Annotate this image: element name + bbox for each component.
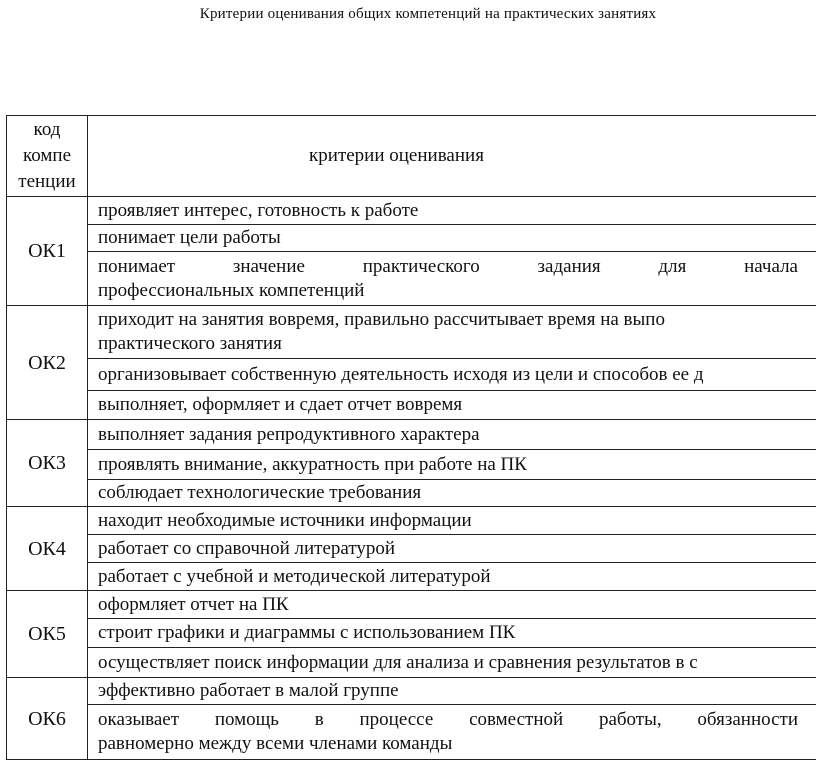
table-row (7, 252, 816, 306)
criterion-cell: находит необходимые источники информации (88, 507, 816, 535)
table-row (7, 648, 816, 678)
table-row (7, 507, 816, 535)
header-criteria-cell: критерии оценивания (88, 116, 816, 197)
page-title: Критерии оценивания общих компетенций на практических занятиях (199, 6, 657, 22)
header-code-line: тенции (18, 171, 76, 192)
table-row (7, 359, 816, 391)
table-row (7, 678, 816, 705)
criterion-cell: работает со справочной литературой (88, 535, 816, 563)
competency-criteria-table (6, 115, 816, 760)
criterion-cell: понимает цели работы (88, 225, 816, 252)
table-row (7, 591, 816, 619)
competency-code-cell: ОК6 (7, 678, 88, 760)
criterion-line: понимает значение практического задания для начала (98, 255, 798, 277)
competency-code-cell: ОК1 (7, 197, 88, 306)
header-code-line: код (33, 119, 61, 140)
criterion-cell (88, 705, 816, 760)
criterion-line: профессиональных компетенций (98, 279, 365, 301)
header-code-line: компе (22, 145, 72, 166)
competency-code-cell: ОК4 (7, 507, 88, 591)
criterion-cell: выполняет, оформляет и сдает отчет вовремя (88, 391, 816, 420)
criterion-line: практического занятия (98, 333, 282, 354)
table-row (7, 619, 816, 648)
criterion-line: равномерно между всеми членами команды (98, 733, 453, 754)
criterion-cell: организовывает собственную деятельность исходя из цели и способов ее д (88, 359, 816, 391)
table-row (7, 420, 816, 450)
header-code-cell (7, 116, 88, 197)
criterion-cell (88, 306, 816, 359)
table-row (7, 535, 816, 563)
criterion-line: приходит на занятия вовремя, правильно рассчитывает время на выпо (98, 309, 665, 330)
table-row (7, 391, 816, 420)
criterion-cell: эффективно работает в малой группе (88, 678, 816, 705)
table-row (7, 705, 816, 760)
competency-code-cell: ОК3 (7, 420, 88, 507)
header-row (7, 116, 816, 197)
table-row (7, 480, 816, 507)
table-row (7, 563, 816, 591)
criterion-cell: проявлять внимание, аккуратность при работе на ПК (88, 450, 816, 480)
table-row (7, 197, 816, 225)
criterion-cell: оформляет отчет на ПК (88, 591, 816, 619)
table-row (7, 225, 816, 252)
criterion-cell: осуществляет поиск информации для анализа и сравнения результатов в с (88, 648, 816, 678)
criterion-cell: работает с учебной и методической литературой (88, 563, 816, 591)
competency-code-cell: ОК2 (7, 306, 88, 420)
competency-code-cell: ОК5 (7, 591, 88, 678)
table-row (7, 450, 816, 480)
criterion-cell: строит графики и диаграммы с использованием ПК (88, 619, 816, 648)
criterion-line: оказывает помощь в процессе совместной работы, обязанности (98, 709, 798, 730)
criterion-cell: проявляет интерес, готовность к работе (88, 197, 816, 225)
criterion-cell: соблюдает технологические требования (88, 480, 816, 507)
criterion-cell: выполняет задания репродуктивного характера (88, 420, 816, 450)
criterion-cell (88, 252, 816, 306)
table-row (7, 306, 816, 359)
